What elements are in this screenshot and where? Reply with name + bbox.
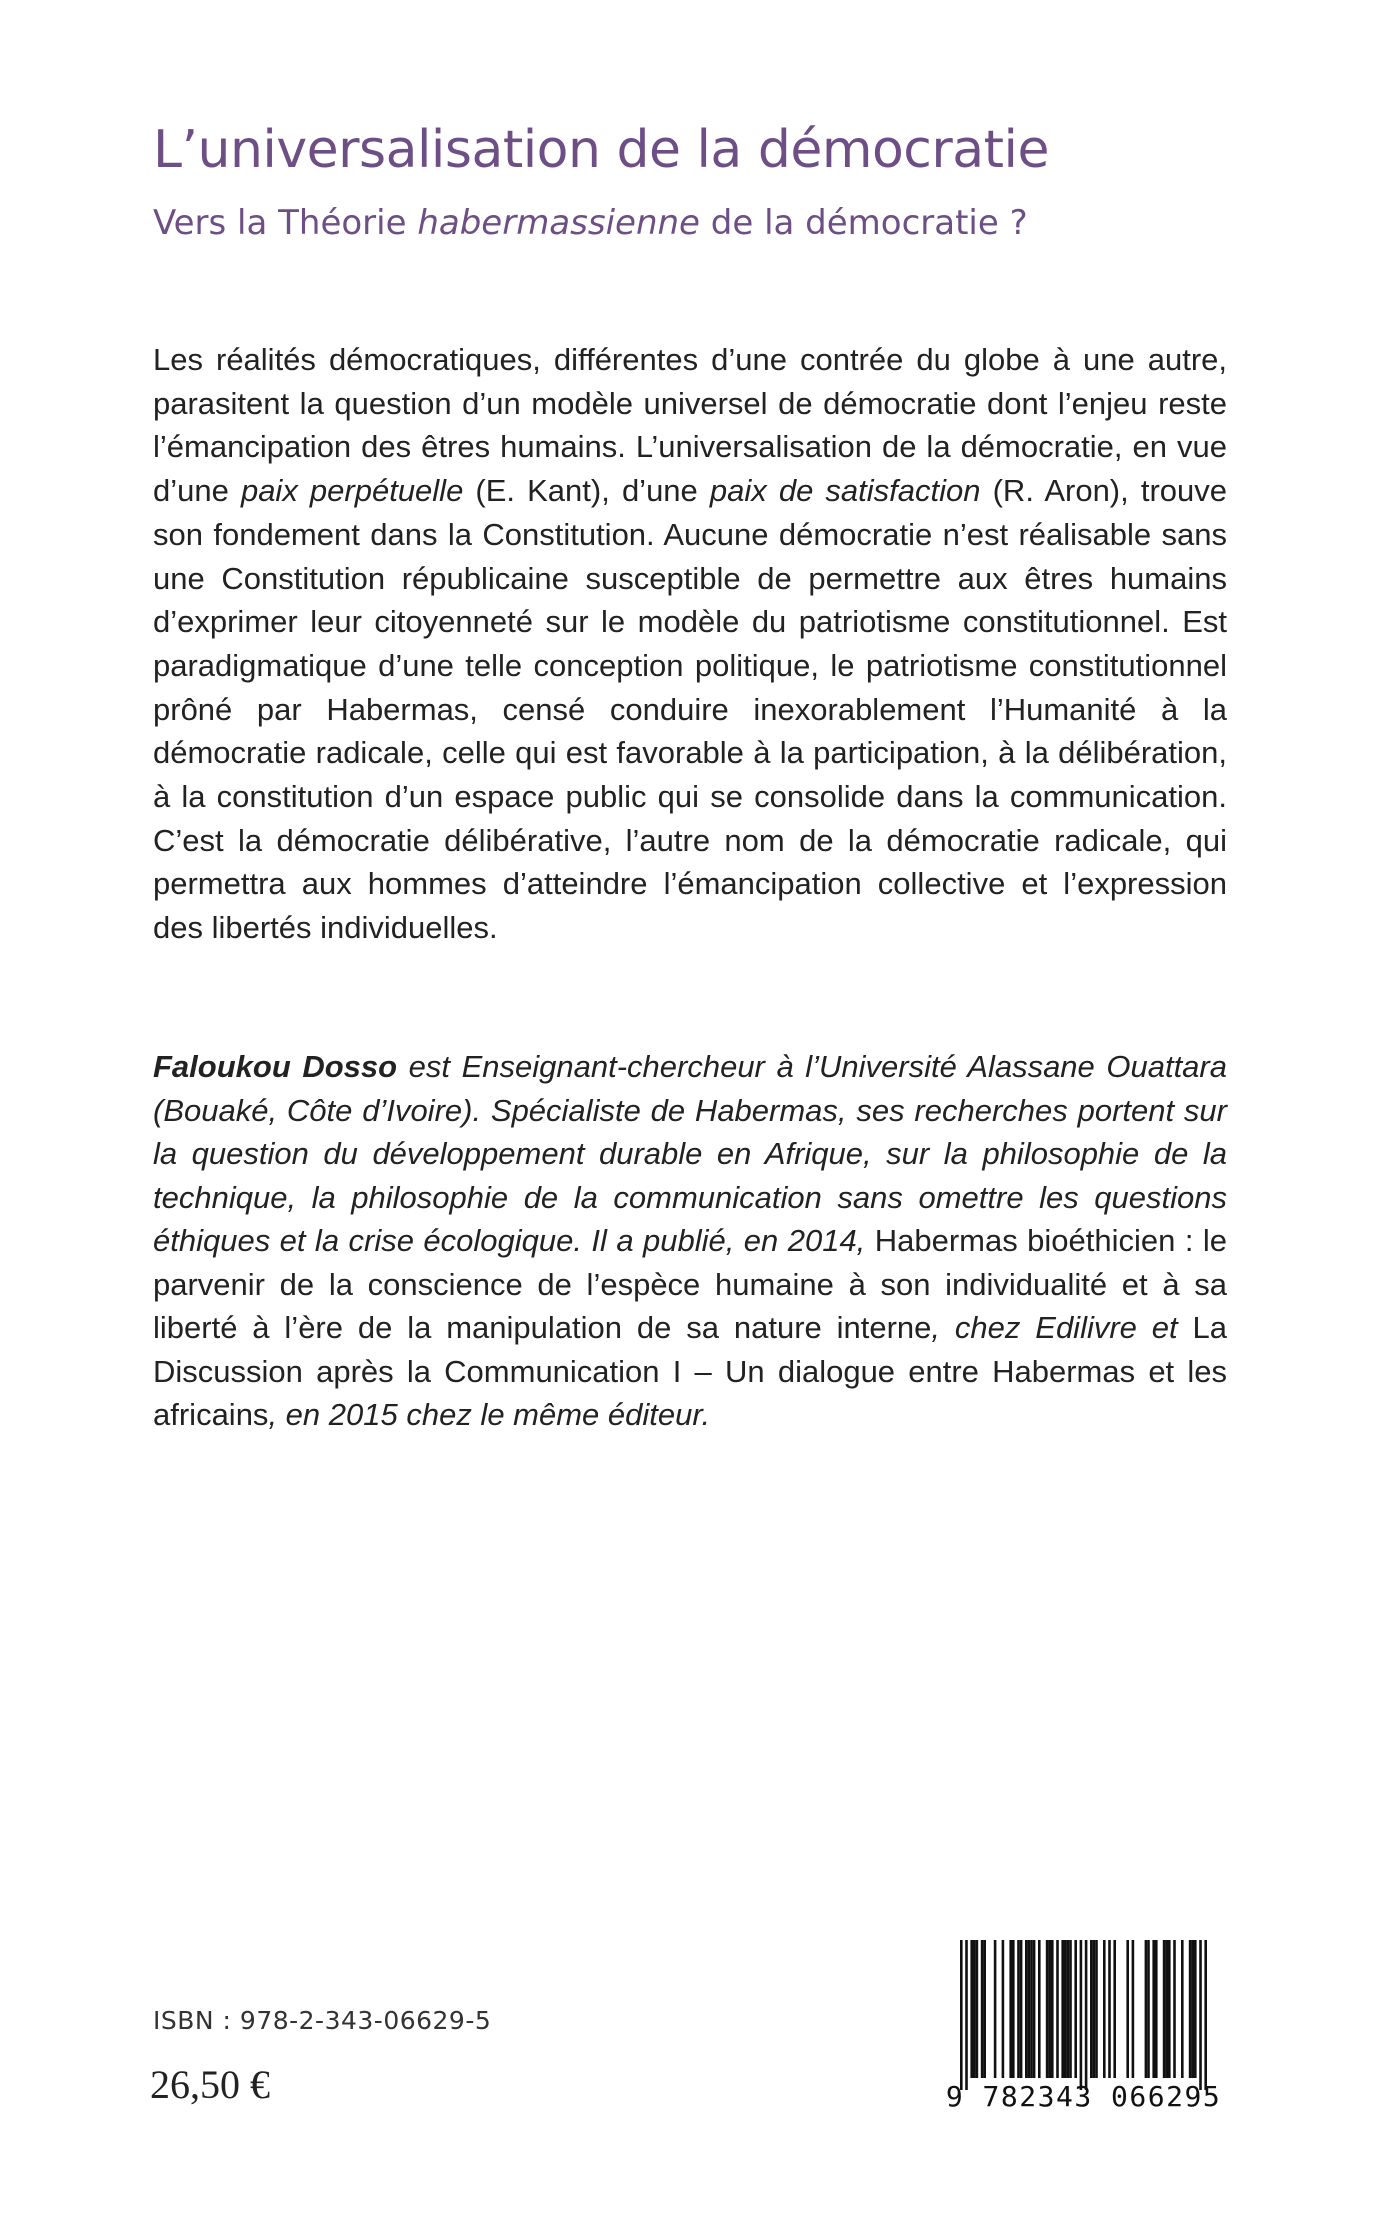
subtitle-text-before: Vers la Théorie: [153, 203, 418, 243]
barcode-bar: [1090, 1940, 1093, 2078]
barcode-bar: [981, 1940, 984, 2078]
barcode-bar: [1194, 1940, 1197, 2078]
barcode-bar: [973, 1940, 976, 2078]
bio-text-2: , chez Edilivre et: [931, 1310, 1193, 1345]
barcode-guard-bar: [960, 1940, 963, 2090]
author-name: Faloukou Dosso: [153, 1049, 398, 1084]
barcode-bar: [1051, 1940, 1054, 2078]
bio-text-3: , en 2015 chez le même éditeur.: [268, 1397, 711, 1432]
barcode-bar: [1020, 1940, 1023, 2078]
barcode-bar: [994, 1940, 997, 2078]
barcode-digits: 9 782343 066295: [945, 2080, 1222, 2113]
barcode-bar: [1002, 1940, 1005, 2078]
barcode-bar: [1189, 1940, 1192, 2078]
barcode-bar: [1132, 1940, 1135, 2078]
barcode-bar: [1046, 1940, 1049, 2078]
barcode-bar: [1108, 1940, 1111, 2078]
barcode-guard-bar: [1080, 1940, 1083, 2090]
barcode-bar: [1163, 1940, 1166, 2078]
barcode-bar: [1069, 1940, 1072, 2078]
book-subtitle: [153, 200, 1028, 246]
summary-text-3: (R. Aron), trouve son fondement dans la Constitution. Aucune démocratie n’est réalisable sans une Constitution républicaine susceptible de permettre aux êtres humains d’exprimer leur citoyenneté sur le modèle du patriotisme constitutionnel. Est paradigmatique d’une telle conception politique, le patriotisme constitutionnel prôné par Habermas, censé conduire inexorablement l’Humanité à la démocratie radicale, celle qui est favorable à la participation, à la délibération, à la constitution d’un espace public qui se consolide dans la communication. C’est la démocratie délibérative, l’autre nom de la démocratie radicale, qui permettra aux hommes d’atteindre l’émancipation collective et l’expression des libertés individuelles.: [153, 473, 1227, 946]
barcode-bar: [1152, 1940, 1155, 2078]
summary-emphasis-2: paix de satisfaction: [709, 473, 981, 509]
barcode-bar: [1061, 1940, 1064, 2078]
barcode-bar: [1048, 1940, 1051, 2078]
barcode-bar: [1067, 1940, 1070, 2078]
author-bio: [153, 1045, 1227, 1437]
barcode-bar: [1038, 1940, 1041, 2078]
barcode-bar: [1012, 1940, 1015, 2078]
barcode-bar: [1028, 1940, 1031, 2078]
bio-book-title-1: Habermas bioéthicien : le parvenir de la conscience de l’espèce humaine à son individualité et à sa liberté à l’ère de la manipulation de sa nature interne: [153, 1223, 1228, 1345]
barcode-bar: [1165, 1940, 1168, 2078]
barcode-bar: [1056, 1940, 1059, 2078]
summary-text-2: (E. Kant), d’une: [463, 473, 710, 509]
barcode-bar: [1093, 1940, 1096, 2078]
book-title: L’universalisation de la démocratie: [153, 120, 1049, 180]
barcode-bar: [1095, 1940, 1098, 2078]
barcode-bar: [970, 1940, 973, 2078]
barcode-bar: [1064, 1940, 1067, 2078]
barcode-guard-bar: [1204, 1940, 1207, 2090]
bio-book-title-2: La Discussion après la Communication I – Un dialogue entre Habermas et les africains: [153, 1310, 1227, 1432]
barcode-bar: [1009, 1940, 1012, 2078]
bio-text-1: est Enseignant-chercheur à l’Université Alassane Ouattara (Bouaké, Côte d’Ivoire). Spécialiste de Habermas, ses recherches portent sur la question du développement durable en Afrique, sur la philosophie de la technique, la philosophie de la communication sans omettre les questions éthiques et la crise écologique. Il a publié, en 2014,: [153, 1049, 1227, 1258]
barcode-guard-bar: [1199, 1940, 1202, 2090]
isbn-label: ISBN : 978-2-343-06629-5: [153, 2006, 492, 2035]
barcode-bar: [1025, 1940, 1028, 2078]
barcode-bar: [1033, 1940, 1036, 2078]
barcode-bar: [1181, 1940, 1184, 2078]
barcode-guard-bar: [1085, 1940, 1088, 2090]
barcode-guard-bar: [965, 1940, 968, 2090]
barcode-bar: [983, 1940, 986, 2078]
barcode-bar: [1126, 1940, 1129, 2078]
book-summary: [153, 338, 1227, 950]
barcode-bar: [1145, 1940, 1148, 2078]
barcode-bar: [1017, 1940, 1020, 2078]
barcode-bar: [1147, 1940, 1150, 2078]
barcode-bar: [1103, 1940, 1106, 2078]
barcode: [940, 1940, 1227, 2115]
barcode-bar: [976, 1940, 979, 2078]
barcode-bar: [1074, 1940, 1077, 2078]
subtitle-emphasis: habermassienne: [417, 203, 700, 243]
barcode-bar: [1191, 1940, 1194, 2078]
subtitle-text-after: de la démocratie ?: [699, 203, 1028, 243]
barcode-bar: [1155, 1940, 1158, 2078]
summary-text-1: Les réalités démocratiques, différentes d’une contrée du globe à une autre, parasitent la question d’un modèle universel de démocratie dont l’enjeu reste l’émancipation des êtres humains. L’universalisation de la démocratie, en vue d’une: [153, 342, 1227, 509]
barcode-bar: [1168, 1940, 1171, 2078]
summary-emphasis-1: paix perpétuelle: [240, 473, 464, 509]
barcode-bar: [1030, 1940, 1033, 2078]
barcode-bar: [1173, 1940, 1176, 2078]
barcode-bar: [1113, 1940, 1116, 2078]
price-label: 26,50 €: [150, 2062, 270, 2107]
